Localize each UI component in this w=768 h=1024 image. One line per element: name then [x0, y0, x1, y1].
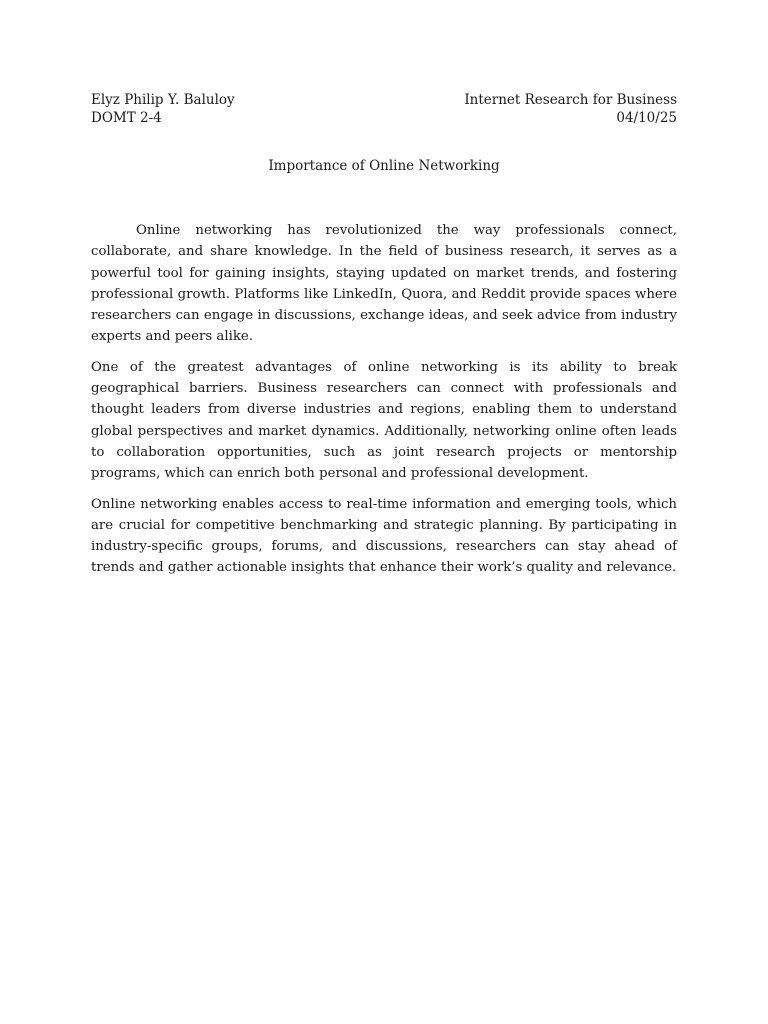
- document-date: 04/10/25: [616, 110, 677, 126]
- paragraph-2: One of the greatest advantages of online networking is its ability to break geographical barriers. Business researchers can connect with professionals and thought leaders from diverse industries and regions, enabling them to understand global perspectives and market dynamics. Additionally, networking online often leads to collaboration opportunities, such as joint research projects or mentorship programs, which can enrich both personal and professional development.: [91, 359, 677, 482]
- document-body: [91, 220, 677, 579]
- header-row-1: [91, 91, 677, 109]
- paragraph-1: Online networking has revolutionized the way professionals connect, collaborate, and share knowledge. In the field of business research, it serves as a powerful tool for gaining insights, staying updated on market trends, and fostering professional growth. Platforms like LinkedIn, Quora, and Reddit provide spaces where researchers can engage in discussions, exchange ideas, and seek advice from industry experts and peers alike.: [91, 223, 677, 345]
- author-name: Elyz Philip Y. Baluloy: [91, 92, 235, 108]
- section-code: DOMT 2-4: [91, 110, 162, 126]
- document-title: Importance of Online Networking: [268, 158, 500, 174]
- document-page: [91, 91, 677, 588]
- paragraph-3: Online networking enables access to real-time information and emerging tools, which are crucial for competitive benchmarking and strategic planning. By participating in industry-specific groups, forums, and discussions, researchers can stay ahead of trends and gather actionable insights that enhance their work’s quality and relevance.: [91, 496, 677, 576]
- course-name: Internet Research for Business: [464, 92, 677, 108]
- header-row-2: [91, 109, 677, 127]
